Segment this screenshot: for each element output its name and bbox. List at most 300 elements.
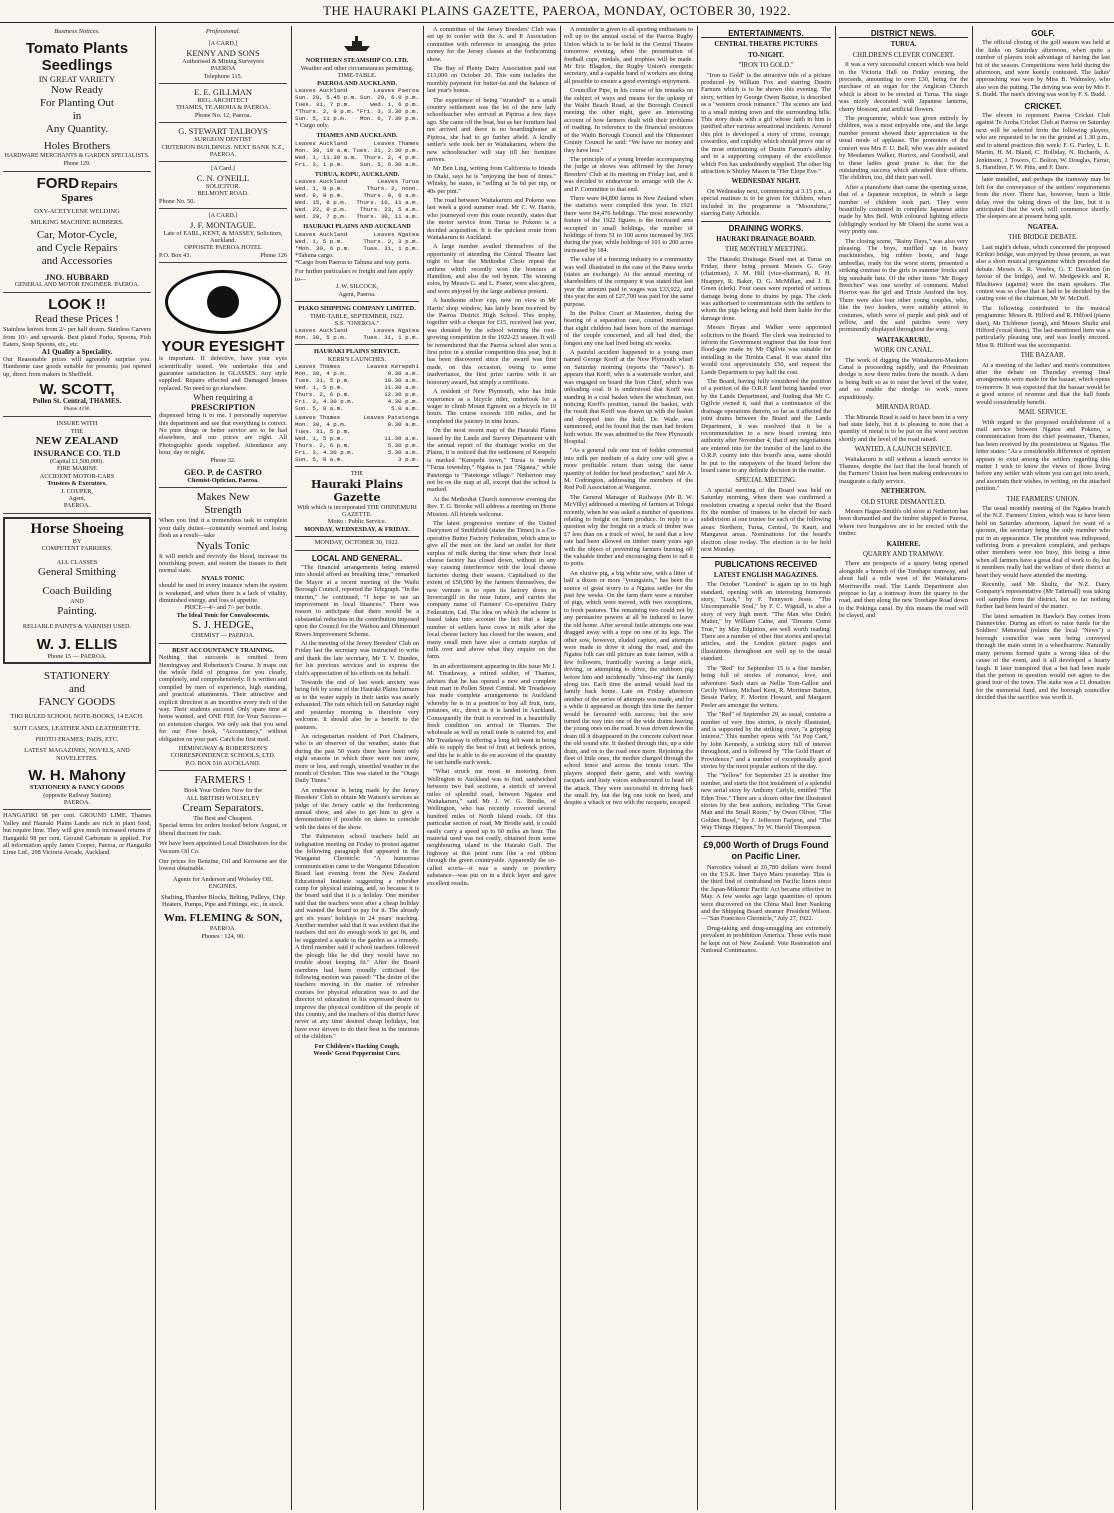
article-paragraph: On Wednesday next, commencing at 3.15 p.m., a special matinee is to be given for children, when included in the programme is "Moonshine," starring Fatty Arbuckle. [701, 187, 831, 217]
ad-line: PRICE—4/- and 7/- per bottle. [184, 604, 262, 612]
article-paragraph: A reminder is given to all sporting enthusiasts to roll up to the annual social of the Paeroa Rugby Union which is to be held in the Central Theatre tomorrow evening, when the presentation of football cups, medals, and trophies will be made. Mr Eric Blagdon, the Rugby Union's energetic secretary, and a capable band of workers are doing all possible to ensure a good evening's enjoyment. [564, 26, 693, 85]
ad-line: BY [72, 537, 82, 545]
subheading: OLD STORE DISMANTLED. [861, 498, 946, 506]
timetable-row [295, 154, 419, 161]
ad-line: General Smithing [38, 565, 116, 578]
column-rule [972, 26, 973, 1510]
article-paragraph: At a meeting of the ladies' and men's committees after the debate on Thursday evening final arrangements were made for the bazaar, which opens to-morrow. It was expected that the bazaar would be a good source of revenue and that the hall funds would considerably benefit. [976, 361, 1110, 406]
ad-line: in [72, 110, 82, 123]
ad-look-prices [3, 293, 151, 417]
ad-ford-repairs [3, 172, 151, 293]
column-district-news [839, 26, 968, 1510]
section-heading: £9,000 Worth of Drugs Found on Pacific Liner. [701, 836, 831, 862]
article-paragraph: The work of digging the Waitakaruru-Maukoro Canal is proceeding rapidly, and the Priestman dredge is now three miles from the mouth. A dam is being built so as to raise the level of the water, and so enable the dredge to work more expeditiously. [839, 356, 968, 401]
ad-line: BELMONT ROAD. [197, 190, 249, 198]
article-paragraph: The road between Waitakaruru and Pokeno was last week a good summer road. Mr C. W. Harris, who journeyed over this route recently, states that the motor service from Turua to Pokeno is a decided acquisition. It is the quickest route from Waitakaruru to Auckland. [427, 196, 556, 241]
timetable-cell: Wed. 1, 11.30 a.m. [295, 153, 358, 161]
timetable-cell: Thurs. 2, 3 p.m. [363, 237, 419, 245]
masthead-line: THE [350, 470, 364, 478]
timetable-cell: Tues. 31, 1 p.m. [363, 334, 419, 342]
column-rule [560, 26, 561, 1510]
steamship-icon [342, 31, 372, 53]
ad-horse-shoeing [3, 517, 151, 664]
article-paragraph: The Board, having fully considered the position of a portion of the O.R.P. land being handed over by the Lands Department, and finding that Mr C. Ogilvie owned it, said that a continuance of the drainage operations therein, so far as it affected the joint drains between the Board and the Lands Department, it was resolved that it be a recommendation to a new board coming into authority after November 4, that if any negotiations are entered into for the transfer of the land to the O.R.P. county into this board's area, same should be put to the ratepayers of the board before the board came to any definite decision in the matter. [701, 378, 831, 474]
masthead-line: MONDAY, WEDNESDAY, & FRIDAY. [304, 525, 410, 533]
ad-line: [A CARD.] [208, 40, 238, 48]
article-paragraph: "The financial arrangements being entered into should afford an breathing time," remarked the Mayor at a recent meeting of the Waihi Borough Council, reported the Telegraph. "In the interim," he continued, "I hope to see an improvement in local finances." There was reason to anticipate that there would be a substantial reduction in the contribution imposed upon the Council for the Waihou and Ohinemuri Rivers Improvement Scheme. [295, 563, 419, 638]
timetable-row [295, 421, 419, 428]
ad-line: (Capital £1,500,000). [50, 457, 104, 465]
timetable-cell: Sun. 5, 8 a.m. [295, 405, 344, 413]
ad-line: Phones : 124, 90. [201, 932, 245, 940]
subheading: LATEST ENGLISH MAGAZINES. [713, 571, 819, 579]
timetable-header: Leaves Auckland [295, 87, 348, 95]
ad-line: COMPETENT FARRIERS. [41, 545, 113, 553]
timetable-row [295, 391, 419, 398]
timetable-cell: Mon. 6, 7.30 p.m. [359, 115, 419, 123]
ad-body: should be used in every instance when the system is weakened, and when there is a lack of vitality, diminished energy, and loss of appetite. [159, 582, 287, 605]
timetable-header: Leaves Thames [295, 414, 341, 422]
timetable-cell: Wed. 1, 5 p.m. [295, 384, 344, 392]
ad-title: FARMERS ! [194, 774, 252, 787]
article-paragraph: Narcotics valued at £6,780 dollars were found on the T.S.K. liner Taiyo Maru yesterday. This is the third find of contraband on Pacific liners since the Japan-Mikomir Pacific Act became effective in May. A few weeks ago large quantities of opium were discovered on the China Mail liner Nanking and the Shipping Board steamer President Wilson.—"San Francisco Chronicle," July 27, 1922. [701, 863, 831, 923]
advertiser-name: GEO. P. de CASTRO [184, 467, 262, 477]
ad-line: Phone No. 12, Paeroa. [194, 111, 252, 119]
ad-line: INSURANCE CO. TLD [33, 447, 121, 458]
subheading: KAIHERE. [886, 540, 921, 548]
ad-line: Phone 32. [210, 456, 236, 464]
subheading: "IRON TO GOLD." [738, 62, 794, 70]
timetable-header: Leaves Patetonga [363, 414, 419, 422]
masthead-line: With which is incorporated THE OHINEMURI GAZETTE. [297, 503, 417, 518]
timetable-row [295, 238, 419, 245]
timetable-cell: 10.30 a.m. [384, 377, 419, 385]
article-paragraph: The closing scene, "Rainy Days," was also very pleasing. The boys, muffled up in heavy mackintoshes, big rubber boots, and huge umbrellas, ready for the worst storm, presented a striking contrast to the girls in summer frocks and big sunshade hats. Of the other items "Mr Bogey Breeches" was one worthy of comment. Mabel Horrox was the girl and Trixie Ansford the boy. There were also four other young couples, who, like the two leaders, were suitably attired in costumes, which were of purple and pink and of yellow, and the said patches were very prominently displayed throughout the song. [839, 237, 968, 334]
ad-kerrs-launches [295, 345, 419, 467]
ad-title: Strength [204, 504, 242, 517]
ad-line: SOLICITOR. [205, 182, 241, 190]
timetable-cell: Tues. 31, 7 p.m. [295, 101, 351, 109]
ad-line: THAMES, TE AROHA & PAEROA. [175, 104, 271, 112]
column-rule [291, 26, 292, 1510]
timetable-row [295, 377, 419, 384]
ad-line: NYALS TONIC [201, 574, 245, 582]
article-paragraph: The Miranda Road is said to have been in a very bad state lately, but it is pleasing to note that a quantity of metal is to be put on the worst section shortly and the level of the road raised. [839, 413, 968, 443]
timetable-cell: *Fri. 3, 3.30 p.m. [356, 108, 419, 116]
ad-line: OXY-ACETYLENE WELDING [34, 208, 120, 216]
advertiser-name: W. SCOTT, [39, 381, 115, 399]
subheading: WEDNESDAY NIGHT. [731, 178, 801, 186]
subheading: NETHERTON. [881, 488, 926, 496]
ad-piako-shipping [295, 302, 419, 345]
timetable-cell: Thurs. 16, 11 a.m. [356, 199, 419, 207]
card-kenny [159, 37, 287, 84]
timetable [295, 87, 419, 122]
ad-line: For further particulars re freight and fare apply to— [295, 268, 414, 283]
article-paragraph: "Iron to Gold" is the attractive title of a picture produced by William Fox and starring Dustin Farnum which is to be shown this evening. The story, written by George Owen Baxter, is described as a "western crook romance." The scenes are laid in a small mining town and the surrounding hills. This story deals with a girl whose faith in him is justified after various sensational incidents. Around this plot is developed a story of crime, courage, cowardice, and cupidity which should prove one of the most entertaining of Dustin Farnum's ability and to a supporting company of the excellence which Fox has undoubtedly supplied. The other big attraction is Shirley Mason in "Her Elope Eve." [701, 71, 831, 175]
advertiser-name: J. W. SILCOCK, [335, 283, 379, 291]
ad-line: Repairs [80, 179, 118, 192]
timetable-cell: Sun. 5, 8 a.m. [295, 456, 344, 464]
advertiser-name: Holes Brothers [43, 140, 111, 153]
timetable-row [295, 245, 419, 252]
timetable-header: Leaves Kerepehi [366, 363, 419, 371]
timetable-row [295, 206, 419, 213]
ad-line: For Planting Out [40, 97, 114, 110]
timetable-cell: Wed. 15, 8 p.m. [295, 199, 348, 207]
ad-line: SUIT CASES, LEATHER AND LEATHERETTE. [13, 724, 141, 732]
article-paragraph: The latest progressive venture of the United Dairymen of Smithfield (states the Times) is a Co-operative Butter Factory Federation, which aims to give all the men on the land an outlet for their surplus of milk during the time when their local cheese factory has closed down, without in any way causing interference with the local cheese factories during their season. Capitalised to the extent of £50,000 by the farmers themselves, the new venture is to open its factory doors in Invercargill in the near future, and carries the company name of Farmers' Co-operative Dairy Federation, Ltd. The idea on which the scheme is based takes into account the fact that a large number of settlers have cows in milk after the local cheese factory has closed for the season, and many small men have also a certain surplus of milk over and above what they require on the farm. [427, 520, 556, 661]
ad-line: Pollen St. Central, THAMES. [32, 397, 122, 406]
ad-title: Tomato Plants [25, 40, 129, 58]
advertiser-name: W. H. Mahony [28, 767, 126, 785]
ad-body: Special terms for orders booked before August, or liberal discount for cash. [159, 822, 287, 837]
advertiser-name: KENNY AND SONS [186, 47, 260, 58]
article-paragraph: Messrs Bryan and Walker were appointed solicitors to the Board. The clerk was instructed to inform the Government engineer that the four foot flood-gate made by Mr Ogilvie was suitable for installing in the Tirohia Canal. It was stated this would cost approximately £50, and request the Lands Department to pay half the cost. [701, 324, 831, 376]
article-paragraph: Last night's debate, which concerned the proposed Kirikiri bridge, was enjoyed by those present, as was also a short musical programme which preceded the debate. Messrs A. R. Vowles, G. T. Davidson (in favour of the bridge), and W. Medgewick and R. Blackiaws (against) were the main speakers. The contest was so close that it had to be decided by the casting vote of the chairman, Mr W. McDuff. [976, 243, 1110, 303]
article-paragraph: On the most recent map of the Hauraki Plains issued by the Lands and Survey Department with the annual report of the drainage works on the Plains, it is noticed that the settlement of Kerepehi is marked "Kerepehi town," Turua is merely "Turua township," Ngatea is just "Ngatea," while Patetonga is "Patetonga village." Netherton may not be on the map at all, except that the school is marked. [427, 427, 556, 494]
ad-line: PHOTO FRAMES, PADS, ETC. [35, 736, 119, 743]
timetable-row [295, 108, 419, 115]
ad-line: P.O. Box 43. [159, 251, 192, 259]
section-heading: Professional. [205, 28, 241, 35]
ad-title: Makes New [196, 491, 250, 504]
timetable-cell: Wed. 1, 6 p.m. [370, 101, 419, 109]
article-paragraph: Councillor Pipe, in his course of his remarks on the subject of ways and means for the upkeep of the Waihi Beach Road, at the Borough Council meeting the other night, gave an interesting account of how farmers dealt with their problems of roading. In reference to the financial resources of the Waihi Borough Council and the Ohinemuri County Council he said: "We have no money and they have less." [564, 87, 693, 154]
ad-line: KERR'S LAUNCHES. [327, 355, 387, 363]
article-paragraph: Messrs Hague-Smith's old store at Netherton has been dismantled and the timber shipped to Paeroa, where two bungalows are to be erected with the timber. [839, 507, 968, 538]
article-paragraph: Recently, said Mr Shultz, the N.Z. Dairy Company's representative (Mr Tattersall) was taking soil samples from the district, but so far nothing further had been heard of the matter. [976, 581, 1110, 611]
timetable-header: Leaves Thames [295, 363, 341, 371]
article-paragraph: In an advertisement appearing in this issue Mr J. M. Treadaway, a retired soldier, of Thames, advises that he has opened a new and complete fruit mart in Pollen Street Central. Mr Treadaway has made complete arrangements in Auckland whereby he is in a position to buy all fruit, nuts, potatoes, etc., direct as it is landed in Auckland. Consequently the fruit is received in a beautifully fresh condition on arrival in Thames. The wholesale as well as retail trade is catered for, and Mr Treadaway is offering a long felt want in being able to supply the best of fruit at bedrock prices, and this he is able to do on account of the quantity he can handle each week. [427, 662, 556, 766]
ad-line: STATIONERY & FANCY GOODS [29, 784, 125, 792]
article-paragraph: Mr Ben Ling, writing from California to friends in Otaki, says he is "enjoying the best of times." Whisky, he states, is "selling at 3s 6d per nip, or 40s per pint." [427, 165, 556, 195]
timetable-cell: Tues. 31, 5 p.m. [295, 377, 351, 385]
timetable-row [295, 94, 419, 101]
timetable-cell: Tues. 31, 2.30 p.m. [352, 146, 419, 154]
article-paragraph: There are prospects of a quarry being opened alongside a branch of the Torehape tramway, and about half a mile west of the Waitakaruru-Morrinsville road. The Lands Department also propose to lay a tramway from the quarry to the road, and then along the new Torehape Road down to the Pokinga canal. By this means the road will be clayed, and [839, 560, 968, 620]
ad-line: THE [70, 427, 84, 435]
ad-line: ALL CLASSES [56, 558, 98, 566]
ad-line: P.O. BOX 516 AUCKLAND. [185, 759, 261, 767]
article-paragraph: The official closing of the golf season was held at the links on Saturday afternoon, when quite a number of players took advantage of having the last hit of the season. Competitions were held during the afternoon, and were keenly contested. The ladies' approaching was won by Miss B. Walmsley, who also won the putting. The driving was won by Mrs F. S. Budd. The men's driving was won by F. S. Budd. [976, 39, 1110, 99]
eye-illustration-icon [165, 270, 281, 334]
card-oneill [159, 162, 287, 209]
ad-title: Seedlings [41, 57, 113, 75]
section-heading: PUBLICATIONS RECEIVED [701, 557, 831, 568]
advertiser-name: S. J. HEDGE, [192, 619, 254, 632]
timetable-cell: Mon. 30, 4 p.m. [295, 421, 348, 429]
ad-line: (opposite Railway Station) [43, 791, 111, 799]
timetable-cell: *Thurs. 2, 9 p.m. [295, 108, 355, 116]
ad-line: Agent, Paeroa. [338, 290, 376, 298]
ad-brand: Cream Separators. [182, 802, 264, 814]
ad-line: When requiring a [193, 392, 253, 403]
ad-body: Agents for Anderson and Wolseley OIL ENGINES. [173, 875, 273, 891]
timetable-cell: 5.0 a.m. [391, 405, 419, 413]
article-paragraph: The value of a freezing industry to a community was well illustrated in the case of the Patea works (states an exchange). At the annual meeting of shareholders of the company it was stated that last year the amount paid in wages was £33,922, and this year the sum of £27,700 was paid for the same purpose. [564, 256, 693, 308]
ad-title: YOUR EYESIGHT [161, 338, 285, 356]
ad-line: S.S. "ONEROA." [334, 319, 380, 327]
route-heading: HAURAKI PLAINS AND AUCKLAND [303, 223, 411, 231]
timetable-row [295, 398, 419, 405]
timetable-row [295, 192, 419, 199]
subheading: THE BRIDGE DEBATE. [1008, 234, 1078, 242]
article-paragraph: With regard to the proposed establishment of a mail service between Ngatea and Pokeno, a communication from the chief postmaster, Thames, has been received by the postmistress at Ngatea. The letter states: "As a considerable difference of opinion appears to exist among the settlers regarding this matter I wish to know the views of those living before any settler with whom you can get into touch, and ascertain their wishes, in writing, on the attached petition." [976, 418, 1110, 493]
ad-line: For Children's Hacking Cough, [314, 1042, 400, 1050]
subheading: CHILDREN'S CLEVER CONCERT. [852, 51, 955, 59]
timetable-row [295, 185, 419, 192]
subheading: THE MONTHLY MEETING. [725, 246, 807, 254]
ad-line: Phone 129. [63, 160, 91, 167]
ad-nz-insurance [3, 417, 151, 514]
ad-line: OPPOSITE PAEROA HOTEL [184, 244, 262, 252]
subheading: MAIL SERVICE. [1018, 409, 1068, 417]
ad-line: CRITERION BUILDINGS. NEXT BANK N.Z., PAEROA. [161, 143, 285, 159]
route-heading: THAMES AND AUCKLAND. [316, 132, 398, 140]
article-paragraph: The October "London" is again up to its high standard, opening with an interesting humorous story, "Luck," by F. Tennyson Jesse. "The Unconquerable Soul," by F. C. Wignall, is also a story of very high merit. "The Man who Didn't Matter," by William Caine, and "Dreams Come True," by May Edginton, are well worth reading. There are a number of other fine stories and special articles, and the London picture pages and illustrations throughout are well up to the usual standard. [701, 581, 831, 663]
timetable-header: Leaves Auckland [295, 178, 348, 186]
ad-body: It will enrich and revivify the blood, increase its nourishing power, and restore the tissues to their normal state. [159, 552, 287, 575]
timetable-cell: Wed. 1, 8 p.m. [295, 185, 344, 193]
ad-line: RELIABLE PAINTS & VARNISH USED. [22, 623, 132, 631]
ad-line: Painting. [57, 605, 97, 618]
article-paragraph: The principle of a young breeder accompanying the judge at shows was affirmed by the Jersey Breeders' Club at its meeting on Friday last, and it was decided to endeavour to arrange with the A. and P. Committee to that end. [564, 155, 693, 193]
ad-line: Weather and other circumstances permitting. [300, 64, 414, 72]
ad-line: Phone 126 [260, 251, 287, 259]
timetable-cell: Wed. 1, 5 p.m. [295, 435, 344, 443]
article-paragraph: "As a general rule one ton of fodder converted into milk per medium of a dairy cow will give a more profitable return than using the same quantity of fodder for beef production," said Mr A. M. Codrington, addressing the members of the Red Poll Association at Wanganui. [564, 447, 693, 492]
ad-line: [A CARD.] [208, 212, 238, 220]
section-heading: Business Notices. [54, 28, 100, 35]
subheading: QUARRY AND TRAMWAY. [862, 551, 944, 558]
timetable-header: Leaves Thames [373, 139, 419, 147]
timetable-cell: Tues. 31, 1 p.m. [363, 244, 419, 252]
ad-line: Agent, [68, 494, 86, 502]
subheading: MIRANDA ROAD. [876, 404, 931, 412]
timetable-cell: Mon. 30, 10 a.m. [295, 146, 351, 154]
timetable-cell: Fri. 3, 1 p.m. [295, 160, 344, 168]
advertiser-name: C. N. O'NEILL [196, 172, 250, 183]
ad-line: *Cargo from Paeroa to Tahuna and way ports. [295, 259, 411, 267]
ad-line: PRESCRIPTION [190, 402, 256, 413]
article-paragraph: The General Manager of Railways (Mr R. W. McVilly) addressed a meeting of farmers at Tologa recently, when he was asked a number of questions relating to freight on farm produce. In reply to a question why the freight on a truck of timber was £7 less than on a truck of wool, he said that a low rate had been allowed on timber many years ago with the object of preventing farmers burning off the valuable timber and encouraging them to rail it to ports. [564, 493, 693, 568]
article-paragraph: The experience of being "stranded" in a small country settlement was the lot of the new lady schoolteacher who arrived at Pipiroa a few days ago. She came off the boat, but as her furniture had not arrived and there is no boardinghouse at Pipiroa, she had to go further afield. A kindly settler's wife took her to Waitakaruru, where the new schoolteacher will stay till her furniture arrives. [427, 96, 556, 163]
ad-line: Authorised & Mining Surveyors [182, 57, 264, 65]
timetable-cell: 3 p.m. [398, 456, 419, 464]
column-entertainments [701, 26, 831, 1510]
subheading: WORK ON CANAL. [873, 347, 934, 355]
article-paragraph: A special meeting of the Board was held on Saturday morning, when there was confirmed a resolution creating a special order that the Board fix the number of trustees to be elected for each subdivision at one trustee for each of the following areas: Northern, Turua, Central, Te Kauri, and Mangawai areas. Nominations for the board's election close to-day. The election is to be held next Monday. [701, 486, 831, 553]
timetable-row [295, 147, 419, 154]
subheading: THE BAZAAR. [1020, 352, 1066, 360]
ad-accountancy [159, 644, 287, 772]
ad-title: Horse Shoeing [30, 520, 124, 537]
ad-title: PIAKO SHIPPING COMPANY LIMITED. [298, 305, 416, 313]
ad-line: Phone 41W. [63, 405, 91, 412]
advertiser-name: E. E. GILLMAN [193, 87, 253, 98]
timetable-row [295, 161, 419, 168]
timetable-cell: Wed. 8, 9 p.m. [295, 192, 344, 200]
article-paragraph: The "Red" for September 15 is a fine number, being full of stories of romance, love, and adventure. Such stars as Nellie Tom-Gallon and Cecily Wilson, Michael Kent, R. Mortimer Batten, Bessie Parley, F. Morton Howard, and Margaret Peeler are amongst the writers. [701, 664, 831, 709]
column-professional [159, 26, 287, 1510]
timetable [295, 140, 419, 168]
ad-line: PAEROA. [63, 502, 91, 510]
ad-line: The Best and Cheapest. [193, 815, 253, 822]
issue-date: MONDAY, OCTOBER 30, 1922. [295, 536, 419, 546]
ad-line: ALL BRITISH WOLSELEY [186, 794, 260, 802]
ad-line: CHEMIST — PAEROA. [191, 632, 255, 640]
article-paragraph: A resident of New Plymouth, who has little experience as a bicycle rider, undertook for a wager to climb Mount Egmont on a bicycle in 10 hours. The course exceeds 100 miles, and he completed the journey in nine hours. [427, 388, 556, 425]
ad-hangatiki-lime: HANGATIKI 98 per cent. GROUND LIME. Thames Valley and Hauraki Plains Lands are rich in plant food, but require lime. They will give much increased returns if Hangatiki 98 per cent. Ground Carbonate is applied. For all information apply James Cooper, Paeroa, or Hangatiki Lime Ltd., 208 Victoria Arcade, Auckland. [3, 812, 151, 857]
ad-tomato-plants [3, 37, 151, 172]
subheading: CENTRAL THEATRE PICTURES [714, 41, 818, 49]
ad-farmers-separators [159, 771, 287, 943]
timetable-row [295, 115, 419, 122]
article-paragraph: There were 84,890 farms in New Zealand when the statistics were compiled this year. In 1921 there were 84,476 holdings. The most noteworthy feature of the 1922 figures is the increased area occupied in small holdings, the number of holdings of from 51 to 100 acres increased by 365 during the year, while holdings of 101 to 200 acres increased by 184. [564, 194, 693, 254]
ad-line: MILKING MACHINE RUBBERS. [30, 218, 124, 226]
article-paragraph: After a pianoforte duet came the opening scene, that of a Japanese reception, in which a large number of children took part. They were beautifully costumed in complete Japanese attire made by Mrs Bell. With coloured lighting effects (obligingly worked by Mr Olsen) the scene was a very pretty one. [839, 183, 968, 236]
article-paragraph: later metalled, and perhaps the tramway may be left for the conveyance of the settlers' requirements from the river. There has, however, been a little delay over the taking down of the line, but it is anticipated that the work will commence shortly. The sleepers are at present being split. [976, 173, 1110, 220]
ad-line: Any Quantity. [45, 123, 109, 136]
card-gillman [159, 84, 287, 123]
timetable-cell: Thurs. 2, noon. [366, 185, 419, 193]
timetable-cell: 11.30 a.m. [384, 435, 419, 443]
timetable-cell: 4.30 p.m. [387, 398, 419, 406]
timetable-row [295, 370, 419, 377]
article-paragraph: At the meeting of the Jersey Breeders' Club on Friday last the secretary was instructed to write and thank the late secretary, Mr T. V. Dundee, for his previous services and to express the club's appreciation of his efforts on its behalf. [295, 640, 419, 677]
section-heading: DISTRICT NEWS. [839, 30, 968, 38]
timetable-cell: Sun. 29, 6.0 p.m. [359, 94, 419, 102]
ad-line: *Tahuna cargo. [295, 251, 334, 259]
subheading: WANTED, A LAUNCH SERVICE. [854, 446, 953, 454]
ad-brand: Nyals Tonic [196, 539, 250, 552]
ad-line: Car, Motor-Cycle, [36, 229, 118, 242]
article-paragraph: It was a very successful concert which was held in the Victoria Hall on Friday evening, the proceeds, amounting to over £30, being for the purchase of an organ for the Anglican Church which is about to be erected at Turua. The stage was nicely decorated with Japanese lanterns, cherry blossom, and artificial flowers. [839, 61, 968, 113]
timetable-cell: Wed. 29, 7 p.m. [295, 213, 348, 221]
timetable [295, 178, 419, 220]
ad-line: and [69, 683, 85, 696]
timetable-cell: 12.30 p.m. [384, 391, 419, 399]
ad-body: Stainless knives from 2/- per half dozen. Stainless Carvers from 10/- and upwards. Best plated Forks, Spoons, Fish Eaters, Soup Spoons, etc., etc. [3, 326, 151, 349]
timetable-cell: Mon. 30, 4 p.m. [295, 370, 348, 378]
article-paragraph: Drug-taking and drug-smuggling are extremely prevalent in prohibition America. Those evils must be kept out of New Zealand. Vote Restoration and National Continuance. [701, 924, 831, 955]
subheading: NGATEA. [1027, 223, 1059, 231]
route-heading: TURUA, KOPU, AUCKLAND. [314, 170, 400, 178]
ad-body: Our Reasonable prices will agreeably surprise you. Handsome case goods suitable for presents; just opened up, direct from makers in Sheffield. [3, 356, 151, 378]
article-paragraph: Towards the end of last week anxiety was being felt by some of the Hauraki Plains farmers as to the water supply in their tanks was nearly exhausted. The rain which fell on Saturday night and yesterday morning is therefore very welcome. It should also be a benefit to the pastures. [295, 679, 419, 731]
ad-line: Telephone 115. [203, 72, 243, 80]
ad-body: dispensed bring it to me. I personally supervise this department and see that everything is correct. No pure drugs or better service are to be had elsewhere, and our prices are right. All Photographic goods supplied. Attendance any hour, day or night. [159, 412, 287, 457]
timetable-cell: Wed. 22, 9 p.m. [295, 206, 348, 214]
timetable-cell: Fri. 3, 4.30 p.m. [295, 398, 355, 406]
ad-body: We have been appointed Local Distributors for the Vacuum Oil Co. [159, 840, 287, 855]
article-paragraph: A handsome silver cup, now on view in Mr Harris' shop window, has lately been received by the Paeroa District High School. This trophy, together with a cheque for £15, received last year, was donated by the school winning the root-growing competition in the 1922-23 season. It will be remembered that the Paeroa school also won a first prize in a similar competition this year, but it has been discovered since the award was first made, on this occasion, owing to some inadvertance, the first prize carries with it an honorary award, but simply a certificate. [427, 297, 556, 386]
article-paragraph: The usual monthly meeting of the Ngatea branch of the N.Z. Farmers' Union, which was to have been held on Saturday afternoon, lapsed for want of a quorum, the secretary being the only member who put in an appearance. The president was indisposed, suffering from a prevalent complaint, and perhaps other members were too busy, this being a time when all farmers have a great deal of work to do, but it members really had the welfare of their district at heart they would have attended the meeting. [976, 504, 1110, 579]
ad-line: Coach Building [42, 584, 112, 597]
route-heading: PAEROA AND AUCKLAND. [317, 79, 397, 87]
timetable-row [295, 456, 419, 463]
article-paragraph: The latest sensation in Hawke's Bay comes from Dannevirke. During an effort to raise funds for the Soldiers' Memorial (relates the local "News") a borough councillor was seen being conveyed through the main street in a wheelbarrow. Naturally many persons formed quite a wrong idea of the cause of the event, and it all developed a hearty laugh. It later transpired that a bet had been made that the person in question would not agree to the grand tour of the town. The stake was a £1 donation for the memorial fund, and the borough councillor decided that the sacrifice was worth it. [976, 612, 1110, 702]
ad-line: HARDWARE MERCHANTS & GARDEN SPECIALISTS. [4, 153, 150, 160]
ad-line: SURGEON DENTIST [194, 136, 252, 144]
timetable-row [295, 442, 419, 449]
subheading: TURUA. [890, 41, 917, 49]
article-paragraph: The programme, which was given entirely by children, was a most enjoyable one, and the large number present showed their appreciation in the usual mode of applause. The promoters of the concert was Mrs F. U. Bell, who was ably assisted by Mesdames Walker, Horrox, and Goodwill, and to these ladies great praise is due for the outstanding success which attended their efforts. The children, too, did their part well. [839, 115, 968, 182]
advertiser-name: W. J. ELLIS [36, 635, 118, 653]
timetable-cell: Wed. 1, 5 p.m. [295, 237, 344, 245]
ad-line: Woods' Great Peppermint Cure. [313, 1049, 401, 1057]
paper-masthead [295, 467, 419, 550]
ad-line: * Cargo only. [295, 122, 329, 130]
timetable [295, 231, 419, 252]
timetable-row [295, 199, 419, 206]
timetable-header: Leaves Paeroa [373, 87, 419, 95]
card-talboys [159, 123, 287, 162]
ad-line: IN GREAT VARIETY [38, 74, 116, 85]
ad-body: Our prices for Benzine, Oil and Kerosene are the lowest obtainable. [159, 858, 287, 873]
column-rule [155, 26, 156, 1510]
ad-line: J. COUPER, [60, 487, 94, 495]
ad-line: Phone 15 — PAEROA. [47, 652, 107, 660]
ad-line: Phone No. 50. [159, 197, 196, 205]
column-sport-and-ngatea [976, 26, 1110, 1510]
section-heading: CRICKET. [1024, 101, 1062, 111]
ad-title: BEST ACCOUNTANCY TRAINING. [172, 646, 274, 654]
ad-line: Read these Prices ! [35, 313, 119, 326]
ad-line: and Accessories [41, 255, 113, 268]
subheading: TO-NIGHT. [748, 51, 784, 59]
ad-line: and Cycle Repairs [36, 242, 118, 255]
timetable-header: Leaves Auckland [295, 230, 348, 238]
ad-nyals-tonic [159, 488, 287, 643]
masthead-line: Motto : Public Service. [327, 518, 387, 526]
advertiser-name: J. F. MONTAGUE. [190, 219, 256, 230]
advertiser-name: HEMINGWAY & ROBERTSON'S CORRESPONDENCE SCHOOLS, LTD. [170, 744, 276, 760]
ad-body: is important. If defective, have your eyes scientifically tested. We undertake this and guarantee satisfaction in GLASSES. Any style supplied. Repairs effected and Damaged lenses replaced. No need to go elsewhere. [159, 355, 287, 392]
section-heading: GOLF. [1031, 29, 1055, 38]
ad-line: TIME-TABLE, SEPTEMBER, 1922. [309, 312, 405, 320]
timetable-cell: 5.30 p.m. [387, 442, 419, 450]
masthead: THE HAURAKI PLAINS GAZETTE, PAEROA, MONDAY, OCTOBER 30, 1922. [0, 0, 1114, 23]
timetable-row [295, 101, 419, 108]
ad-stationery [3, 667, 151, 810]
column-business-notices [3, 26, 151, 1510]
timetable-row [295, 449, 419, 456]
column-shipping-and-local [295, 26, 419, 1510]
ad-body: When you find it a tremendous task to complete your daily duties—constantly worried and losing flesh as a result—take [159, 517, 287, 540]
ad-line: Now Ready [50, 84, 104, 97]
timetable-cell: 8.30 a.m. [387, 421, 419, 429]
article-paragraph: Waitakaruru is still without a launch service to Thames, despite the fact that the local branch of the Farmers' Union has been making endeavours to inaugurate a daily service. [839, 455, 968, 485]
local-and-general-articles [295, 564, 419, 1057]
article-paragraph: The Palmerston school teachers held an indignation meeting on Friday to protest against the following paragraph that appeared in the Wanganui Chronicle: "A humorous communication came to the Wanganui Education Board last evening from the New Zealand Educational Institute suggesting a refresher camp for physical training, and, so because it is the board said that it is a holiday. One member said that the teachers were after a cheap holiday and wanted the board to pay for it. The already got six years' holidays in 24 years' teaching. Another member said that it was evident that the teachers did not do enough work to get fit, and he suggested a spade in the garden as a remedy. A third member said if school teachers followed the plough like he did they would have no trouble about keeping fit." After the Board members had been roundly criticised the following motion was passed: "The desire of the teachers moving in the matter of refresher courses for physical education was to aid the director of education in his expressed desire to improve the physical condition of the people of this country, and the teachers of this district have never at any time desired cheap holidays, but have ever striven to do their best in the interests of the children." [295, 833, 419, 1041]
article-paragraph: An endeavour is being made by the Jersey Breeders' Club to obtain Mr Watson's services as judge of the Jersey cattle at the forthcoming annual show, and also to get him to give a demonstration if possible on dates to coincide with the dates of the show. [295, 786, 419, 831]
column-news-5 [564, 26, 693, 1510]
ad-title: NORTHERN STEAMSHIP CO. LTD. [305, 57, 409, 65]
ad-line: TIME-TABLE. [337, 72, 377, 80]
section-heading: ENTERTAINMENTS. [701, 30, 831, 38]
timetable-header: Leaves Ngatea [373, 230, 419, 238]
timetable-header: Leaves Ngatea [373, 327, 419, 335]
ad-northern-steamship [295, 26, 419, 302]
article-paragraph: An octogenarian resident of Port Chalmers, who is an observer of the weather, states that during the past 50 years there have been only eight seasons in which there were not snow, more or less, and rough, unsettled weather in the month of October. This was stated in the "Otago Daily Times." [295, 732, 419, 785]
timetable-cell: Thurs. 2, 6 p.m. [295, 442, 351, 450]
ad-title: HAURAKI PLAINS SERVICE. [313, 348, 401, 356]
section-heading: LOCAL AND GENERAL. [311, 553, 403, 563]
ad-line: NEW ZEALAND [35, 434, 119, 447]
timetable-header: Leaves Auckland [295, 139, 348, 147]
